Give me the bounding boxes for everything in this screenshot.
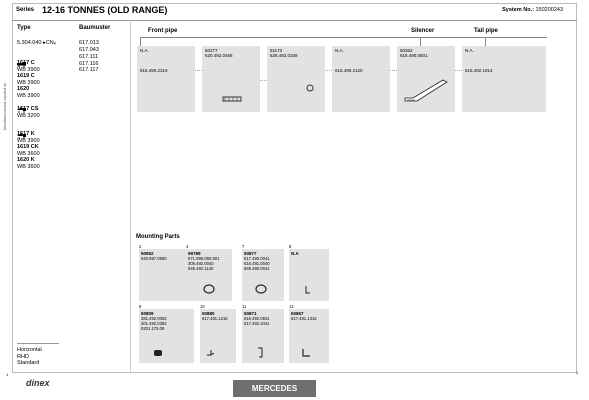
part-title: N.A. <box>335 48 344 53</box>
series-label: Series <box>16 7 35 13</box>
page-number-left: 1 <box>6 372 9 377</box>
part-subcode: 616.490.0501 <box>400 53 428 58</box>
type-group-1 <box>17 60 40 99</box>
part-code: 620.997.0590 <box>141 256 167 261</box>
system-number <box>502 7 563 13</box>
footer-divider <box>17 343 59 344</box>
part-title: 50880 <box>202 311 215 316</box>
type-line: 1617 CS <box>17 106 39 112</box>
part-code: 301.492.0382 <box>141 321 167 326</box>
baumuster-header: Baumuster <box>79 25 111 31</box>
part-subcode: 620.492.0466 <box>205 53 233 58</box>
mounting-part-card[interactable] <box>242 309 284 363</box>
mounting-part-card[interactable] <box>242 249 284 301</box>
mounting-part-card[interactable] <box>289 309 329 363</box>
part-code: 616.490.2319 <box>140 68 168 73</box>
type-line: WB 3900 <box>17 66 40 73</box>
type-line: WB 3900 <box>17 92 40 99</box>
front-pipe-header: Front pipe <box>148 28 178 34</box>
part-number: 10 <box>200 304 205 309</box>
part-code: 381.492.0082 <box>141 316 167 321</box>
part-code: 671.995.090.501 <box>188 256 220 261</box>
mounting-part-card[interactable] <box>289 249 329 301</box>
part-number: 9 <box>139 304 142 309</box>
type-line: WB 3200 <box>17 112 40 119</box>
part-codes <box>244 256 270 271</box>
rubber-mount-icon <box>153 349 163 357</box>
part-code: 617.490.0041 <box>244 256 270 261</box>
part-title: 50809 <box>141 311 154 316</box>
part-title: N.A. <box>465 48 474 53</box>
part-number: 2 <box>139 244 142 249</box>
type-line: 1617 K <box>17 131 35 137</box>
type-line: WB 3600 <box>17 163 40 170</box>
hanger-icon <box>256 347 264 359</box>
gasket-icon <box>305 84 315 92</box>
connector-line <box>455 70 462 71</box>
part-card[interactable] <box>267 46 325 112</box>
type-line: 1620 <box>17 86 30 92</box>
brand-banner: MERCEDES <box>233 380 316 397</box>
type-line: WB 3900 <box>17 137 40 144</box>
baumuster-top <box>79 40 99 53</box>
page-number-right: 1 <box>576 370 579 375</box>
clamp-ring-icon <box>202 283 216 295</box>
part-number: 11 <box>242 304 247 309</box>
part-title: 99789 <box>188 251 201 256</box>
type-line: 1619 CK <box>17 144 39 150</box>
part-card[interactable] <box>202 46 260 112</box>
config-line: Standard <box>17 360 40 366</box>
system-number-label: System No.: <box>502 7 534 13</box>
type-group-3 <box>17 131 40 170</box>
type-line: 1619 C <box>17 73 35 79</box>
part-code: 616.492.0941 <box>244 316 270 321</box>
config-line: Horizontal <box>17 347 42 353</box>
part-code: 0201.175.09 <box>141 326 165 331</box>
bracket-tick <box>420 37 421 46</box>
part-card[interactable] <box>397 46 455 112</box>
series-title: 12-16 TONNES (OLD RANGE) <box>42 5 168 15</box>
part-code: 645.492.1140 <box>188 266 214 271</box>
part-codes <box>188 256 219 271</box>
mounting-part-card[interactable] <box>186 249 232 301</box>
part-title: 50362 <box>400 48 413 53</box>
silencer-icon <box>403 74 449 106</box>
part-card[interactable] <box>137 46 195 112</box>
part-codes <box>141 316 167 331</box>
part-title: 50867 <box>291 311 304 316</box>
part-code: 617.491.1316 <box>291 316 317 321</box>
engine-code: 5.304.040 ▸CNₔ <box>17 40 56 46</box>
connector-line <box>390 70 397 71</box>
tail-pipe-header: Tail pipe <box>474 28 498 34</box>
system-number-value: 150200243 <box>535 7 563 13</box>
bracket-icon <box>206 349 216 357</box>
mounting-parts-header: Mounting Parts <box>136 234 180 240</box>
type-line: WB 3600 <box>17 150 40 157</box>
baumuster-code: 617.013 <box>79 40 99 46</box>
baumuster-code: 617.116 <box>79 60 99 67</box>
part-code: 616.491.0040 <box>244 261 270 266</box>
side-note: Manufactured and supplied by... <box>3 80 7 130</box>
header-rule <box>12 20 577 21</box>
config-line: RHD <box>17 353 29 360</box>
part-title: 50877 <box>244 251 257 256</box>
part-title: 51170 <box>270 48 283 53</box>
part-number: 12 <box>289 304 294 309</box>
bracket-icon <box>305 285 311 295</box>
part-title: N.A. <box>140 48 149 53</box>
bracket-tick <box>485 37 486 46</box>
bracket-icon <box>301 347 313 359</box>
type-group-2 <box>17 106 40 119</box>
part-code: 669.490.0041 <box>244 266 270 271</box>
silencer-header: Silencer <box>411 28 435 34</box>
mounting-part-card[interactable] <box>200 309 236 363</box>
connector-line <box>195 70 202 71</box>
connector-line <box>260 80 267 81</box>
part-title: 50852 <box>141 251 154 256</box>
part-title: 50871 <box>244 311 257 316</box>
type-line: 1617 C <box>17 60 35 66</box>
sidebar-divider <box>130 20 131 373</box>
part-number: 4 <box>186 244 189 249</box>
part-title: 50277 <box>205 48 218 53</box>
baumuster-code: 617.117 <box>79 67 99 73</box>
part-code: 617.492.3441 <box>244 321 270 326</box>
dinex-logo: dinex <box>26 378 50 388</box>
connector-line <box>325 70 332 71</box>
configuration <box>17 347 42 367</box>
part-codes <box>244 316 270 326</box>
part-code: 305.492.0040 <box>188 261 214 266</box>
mounting-part-card[interactable] <box>139 309 194 363</box>
part-card[interactable] <box>462 46 546 112</box>
part-code: 617.491.1216 <box>202 316 228 321</box>
part-code: 616.492.1914 <box>465 68 493 73</box>
baumuster-code: 617.111 <box>79 54 99 60</box>
bracket-tick <box>140 37 141 46</box>
type-line: WB 3900 <box>17 79 40 86</box>
part-number: 8 <box>289 244 292 249</box>
type-header: Type <box>17 25 31 31</box>
part-card[interactable] <box>332 46 390 112</box>
type-line: 1620 K <box>17 157 35 163</box>
clamp-icon <box>222 94 244 104</box>
part-title: N.A <box>291 251 299 256</box>
clamp-ring-icon <box>254 283 268 295</box>
baumuster-group-1 <box>79 54 98 74</box>
part-number: 7 <box>242 244 245 249</box>
part-code: 616.490.2120 <box>335 68 363 73</box>
baumuster-code: 617.043 <box>79 46 99 53</box>
part-subcode: 628.492.0208 <box>270 53 298 58</box>
